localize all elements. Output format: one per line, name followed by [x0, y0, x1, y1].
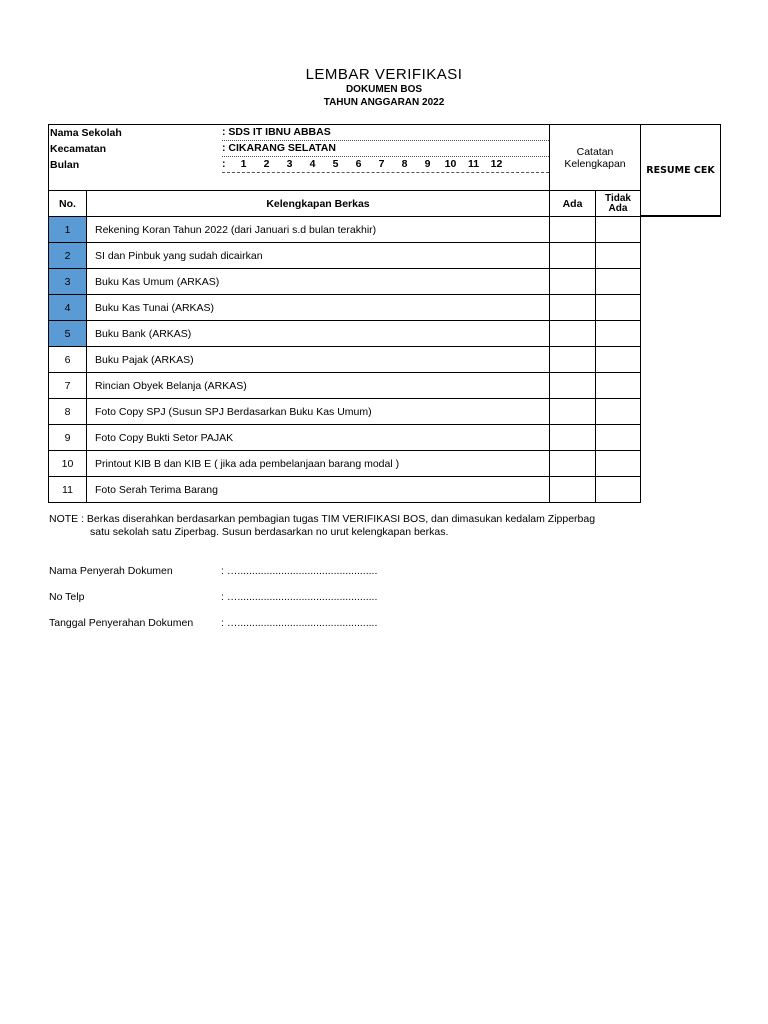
- table-row: [49, 347, 721, 373]
- item-description: Printout KIB B dan KIB E ( jika ada pembelanjaan barang modal ): [87, 451, 550, 477]
- form-label: Tanggal Penyerahan Dokumen: [49, 617, 194, 629]
- month-11: 11: [467, 158, 480, 170]
- ada-checkbox-cell[interactable]: [550, 451, 596, 477]
- item-number: 4: [49, 295, 87, 321]
- table-row: [49, 295, 721, 321]
- month-2: 2: [263, 158, 270, 170]
- month-9: 9: [424, 158, 431, 170]
- month-6: 6: [355, 158, 362, 170]
- item-description: SI dan Pinbuk yang sudah dicairkan: [87, 243, 550, 269]
- col-ada: Ada: [550, 191, 596, 217]
- item-number: 7: [49, 373, 87, 399]
- form-row-phone: [49, 591, 377, 603]
- item-description: Buku Kas Tunai (ARKAS): [87, 295, 550, 321]
- school-row: [49, 125, 549, 141]
- item-number: 1: [49, 217, 87, 243]
- school-info-block: [49, 125, 550, 191]
- form-row-submitter: [49, 565, 377, 577]
- page-subtitle-year: TAHUN ANGGARAN 2022: [323, 97, 445, 108]
- tidak-ada-checkbox-cell[interactable]: [596, 243, 641, 269]
- note-line-1: NOTE : Berkas diserahkan berdasarkan pembagian tugas TIM VERIFIKASI BOS, dan dimasukan kedalam Zipperbag: [49, 513, 596, 525]
- table-row: [49, 425, 721, 451]
- table-row: [49, 373, 721, 399]
- note-block: [49, 513, 595, 539]
- item-description: Foto Copy Bukti Setor PAJAK: [87, 425, 550, 451]
- month-4: 4: [309, 158, 316, 170]
- info-header-row: [49, 125, 721, 191]
- ada-checkbox-cell[interactable]: [550, 477, 596, 503]
- month-prefix: :: [222, 158, 226, 170]
- month-12: 12: [490, 158, 503, 170]
- item-number: 11: [49, 477, 87, 503]
- resume-cek-column: [641, 125, 721, 217]
- col-kelengkapan: Kelengkapan Berkas: [87, 191, 550, 217]
- catatan-header: Catatan Kelengkapan: [550, 125, 641, 191]
- month-8: 8: [401, 158, 408, 170]
- table-row: [49, 243, 721, 269]
- item-number: 10: [49, 451, 87, 477]
- ada-checkbox-cell[interactable]: [550, 399, 596, 425]
- tidak-ada-checkbox-cell[interactable]: [596, 373, 641, 399]
- table-row: [49, 451, 721, 477]
- table-row: [49, 477, 721, 503]
- month-label: Bulan: [50, 159, 80, 171]
- note-line-2: satu sekolah satu Ziperbag. Susun berdasarkan no urut kelengkapan berkas.: [90, 526, 449, 538]
- month-7: 7: [378, 158, 385, 170]
- ada-checkbox-cell[interactable]: [550, 347, 596, 373]
- ada-checkbox-cell[interactable]: [550, 321, 596, 347]
- ada-checkbox-cell[interactable]: [550, 425, 596, 451]
- column-header-row: [49, 191, 721, 217]
- item-description: Buku Bank (ARKAS): [87, 321, 550, 347]
- tidak-ada-checkbox-cell[interactable]: [596, 347, 641, 373]
- tidak-ada-checkbox-cell[interactable]: [596, 269, 641, 295]
- resume-header: RESUME CEK: [641, 125, 720, 216]
- school-value: : SDS IT IBNU ABBAS: [222, 125, 549, 141]
- month-values: [222, 157, 549, 173]
- item-description: Rekening Koran Tahun 2022 (dari Januari s.d bulan terakhir): [87, 217, 550, 243]
- tidak-ada-checkbox-cell[interactable]: [596, 451, 641, 477]
- tidak-ada-checkbox-cell[interactable]: [596, 295, 641, 321]
- school-label: Nama Sekolah: [50, 127, 122, 139]
- ada-checkbox-cell[interactable]: [550, 217, 596, 243]
- tidak-ada-checkbox-cell[interactable]: [596, 217, 641, 243]
- ada-checkbox-cell[interactable]: [550, 295, 596, 321]
- table-row: [49, 269, 721, 295]
- tidak-ada-checkbox-cell[interactable]: [596, 321, 641, 347]
- district-value: : CIKARANG SELATAN: [222, 141, 549, 157]
- form-value: : …................................................: [221, 591, 378, 603]
- table-row: [49, 321, 721, 347]
- item-description: Buku Kas Umum (ARKAS): [87, 269, 550, 295]
- table-row: [49, 399, 721, 425]
- page-title: LEMBAR VERIFIKASI: [305, 66, 463, 83]
- ada-checkbox-cell[interactable]: [550, 269, 596, 295]
- item-description: Foto Serah Terima Barang: [87, 477, 550, 503]
- item-description: Foto Copy SPJ (Susun SPJ Berdasarkan Buku Kas Umum): [87, 399, 550, 425]
- form-row-date: [49, 617, 377, 629]
- tidak-ada-checkbox-cell[interactable]: [596, 425, 641, 451]
- col-tidak-ada: Tidak Ada: [596, 191, 641, 217]
- form-value: : …................................................: [221, 565, 378, 577]
- item-number: 3: [49, 269, 87, 295]
- item-number: 9: [49, 425, 87, 451]
- tidak-ada-checkbox-cell[interactable]: [596, 399, 641, 425]
- item-number: 5: [49, 321, 87, 347]
- ada-checkbox-cell[interactable]: [550, 243, 596, 269]
- month-5: 5: [332, 158, 339, 170]
- tidak-ada-checkbox-cell[interactable]: [596, 477, 641, 503]
- form-label: Nama Penyerah Dokumen: [49, 565, 173, 577]
- form-value: : …................................................: [221, 617, 378, 629]
- district-row: [49, 141, 549, 157]
- item-number: 6: [49, 347, 87, 373]
- month-1: 1: [240, 158, 247, 170]
- month-row: [49, 157, 549, 173]
- col-no: No.: [49, 191, 87, 217]
- district-label: Kecamatan: [50, 143, 107, 155]
- item-number: 8: [49, 399, 87, 425]
- item-description: Buku Pajak (ARKAS): [87, 347, 550, 373]
- page-subtitle-document: DOKUMEN BOS: [345, 84, 423, 95]
- table-row: [49, 217, 721, 243]
- ada-checkbox-cell[interactable]: [550, 373, 596, 399]
- month-10: 10: [444, 158, 457, 170]
- month-3: 3: [286, 158, 293, 170]
- verification-table: [48, 124, 721, 503]
- item-description: Rincian Obyek Belanja (ARKAS): [87, 373, 550, 399]
- item-number: 2: [49, 243, 87, 269]
- form-label: No Telp: [49, 591, 85, 603]
